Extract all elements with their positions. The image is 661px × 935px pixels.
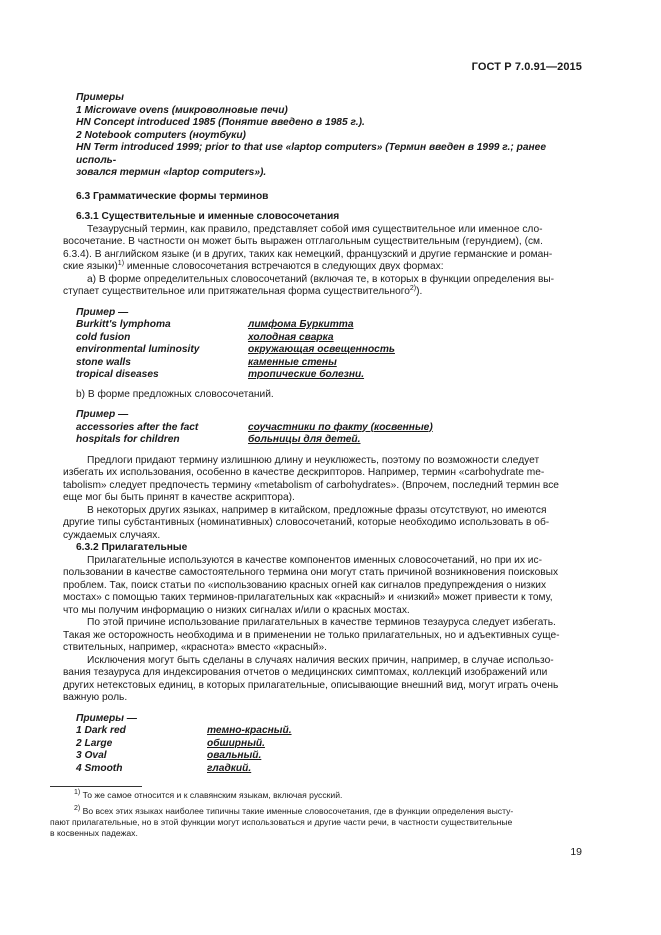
text-line: В некоторых других языках, например в китайском, предложные фразы отсутствуют, но имеются	[87, 504, 547, 516]
example-term-en: accessories after the fact	[76, 421, 199, 433]
text-line: избегать их использования, особенно в качестве дескрипторов. Например, термин «carbohydrate me-	[63, 467, 545, 478]
example-term-ru: гладкий.	[207, 762, 252, 774]
paragraph	[63, 555, 583, 705]
text-line: пользовании в качестве самостоятельного термина они могут стать причиной возникновения поисковых	[63, 567, 559, 578]
example-term-ru: темно-красный.	[207, 725, 292, 736]
footnote-2	[50, 806, 584, 839]
text-line: Исключения могут быть сделаны в случаях наличия веских причин, например, в случае использо-	[87, 654, 554, 666]
list-item-b: b) В форме предложных словосочетаний.	[76, 388, 274, 400]
example-term-ru: овальный.	[207, 750, 262, 761]
example-line: 1 Microwave ovens (микроволновые печи)	[76, 104, 288, 116]
footnote-line	[50, 806, 584, 817]
example-title: Примеры —	[76, 712, 137, 724]
footnote-mark: 1)	[74, 789, 81, 796]
text-line	[63, 286, 583, 299]
footnote-line: в косвенных падежах.	[50, 828, 138, 838]
example-term-en: tropical diseases	[76, 369, 159, 380]
example-row	[76, 763, 583, 776]
example-row	[76, 369, 583, 382]
example-row	[76, 319, 583, 332]
text-line: еще мог бы быть принят в качестве аскриптора).	[63, 492, 295, 503]
text-fragment: ступает существительное или притяжательная форма существительного	[63, 286, 410, 297]
example-term-en: environmental luminosity	[76, 344, 200, 355]
footnote-line	[50, 790, 584, 801]
text-line: восочетание. В частности он может быть выражен отглагольным существительным (герундием), (см.	[63, 236, 543, 247]
text-line: Тезаурусный термин, как правило, представляет собой имя существительное или именное сло-	[87, 223, 543, 235]
example-line: HN Term introduced 1999; prior to that use «laptop computers» (Термин введен в 1999 г.; ранее исполь-	[76, 142, 546, 166]
text-line: 6.3.4). В английском языке (и в других, таких как немецкий, французский и другие германские и роман-	[63, 248, 553, 260]
example-term-en: 3 Oval	[76, 750, 107, 761]
example-row	[76, 738, 583, 751]
page-content	[63, 92, 583, 775]
text-line: Прилагательные используются в качестве компонентов именных словосочетаний, но при их ис-	[87, 554, 542, 566]
footnote-line: пают прилагательные, но в этой функции могут использоваться и другие части речи, в частности существительные	[50, 817, 513, 827]
example-block-a	[76, 307, 583, 382]
example-term-ru: каменные стены	[248, 356, 337, 368]
examples-title: Примеры	[76, 92, 124, 103]
text-line: мостах» с помощью таких терминов-прилагательных как «красный» и «низкий» может привести к тому,	[63, 592, 553, 603]
example-term-ru: обширный.	[207, 737, 265, 749]
example-block-b	[76, 409, 583, 447]
example-row	[76, 357, 583, 370]
text-line: что мы получим информацию о низких сигналах и/или о красных мостах.	[63, 604, 410, 616]
example-term-en: 1 Dark red	[76, 725, 126, 736]
example-term-en: 4 Smooth	[76, 762, 123, 774]
example-row	[76, 332, 583, 345]
example-term-ru: больницы для детей.	[248, 434, 361, 445]
paragraph	[63, 224, 583, 299]
document-header: ГОСТ Р 7.0.91—2015	[471, 61, 582, 73]
example-row	[76, 725, 583, 738]
text-line: ствительных, например, «краснота» вместо «красный».	[63, 642, 327, 653]
footnote-ref: 2)	[409, 285, 417, 292]
examples-block-adjectives	[76, 713, 583, 776]
examples-block-1	[76, 92, 583, 180]
footnote-mark: 2)	[74, 805, 81, 812]
text-line: tabolism» следует предпочесть термину «metabolism of carbohydrates». (Впрочем, последний термин все	[63, 479, 559, 491]
text-line: вания тезауруса для индексирования отчетов о медицинских симптомах, коллекций изображений или	[63, 667, 548, 678]
example-term-en: hospitals for children	[76, 434, 180, 445]
example-line: HN Concept introduced 1985 (Понятие введено в 1985 г.).	[76, 117, 365, 128]
text-line: другие типы субстантивных (номинативных) словосочетаний, которые необходимо использовать в об-	[63, 517, 550, 528]
text-line: других нетекстовых единиц, в которых прилагательные, описывающие внешний вид, могут играть очень	[63, 679, 559, 691]
example-term-ru: тропические болезни.	[248, 369, 365, 380]
footnote-ref: 1)	[117, 260, 125, 267]
text-line: проблем. Так, поиск статьи по «использованию красных огней как сигналов предупреждения о низких	[63, 579, 547, 591]
text-line: Предлоги придают термину излишнюю длину и неуклюжесть, поэтому по возможности следует	[87, 454, 540, 466]
section-heading-6-3: 6.3 Грамматические формы терминов	[76, 190, 269, 202]
example-row	[76, 750, 583, 763]
example-term-en: stone walls	[76, 356, 131, 368]
example-term-en: Burkitt's lymphoma	[76, 319, 171, 330]
text-line: суждаемых случаях.	[63, 529, 161, 541]
footnote-1	[50, 790, 584, 801]
example-term-ru: окружающая освещенность	[248, 344, 395, 355]
footnote-text: Во всех этих языках наиболее типичны такие именные словосочетания, где в функции определения высту-	[82, 806, 514, 816]
example-term-ru: лимфома Буркитта	[248, 319, 354, 330]
example-row	[76, 344, 583, 357]
text-line: По этой причине использование прилагательных в качестве терминов тезауруса следует избегать.	[87, 617, 556, 628]
example-title: Пример —	[76, 306, 129, 318]
text-line: а) В форме определительных словосочетаний (включая те, в которых в функции определения вы-	[87, 273, 555, 285]
text-line: важную роль.	[63, 692, 128, 703]
example-term-en: cold fusion	[76, 331, 131, 343]
example-term-ru: соучастники по факту (косвенные)	[248, 421, 433, 433]
text-line: Такая же осторожность необходима и в применении не только прилагательных, но и адъективных суще-	[63, 629, 560, 641]
text-fragment: именные словосочетания встречаются в следующих двух формах:	[124, 261, 444, 272]
example-term-en: 2 Large	[76, 737, 113, 749]
footnote-divider	[50, 786, 142, 787]
example-row	[76, 422, 583, 435]
section-heading-6-3-2: 6.3.2 Прилагательные	[76, 542, 188, 553]
text-fragment: ).	[416, 286, 423, 297]
example-line: зовался термин «laptop computers»).	[76, 167, 267, 178]
text-fragment: ские языки)	[63, 261, 118, 272]
example-title: Пример —	[76, 409, 129, 420]
section-heading-6-3-1: 6.3.1 Существительные и именные словосочетания	[76, 211, 340, 222]
paragraph	[63, 455, 583, 543]
footnote-text: То же самое относится и к славянским языкам, включая русский.	[82, 790, 343, 800]
text-line	[63, 261, 583, 274]
example-row	[76, 434, 583, 447]
page-number: 19	[570, 846, 582, 858]
example-term-ru: холодная сварка	[248, 331, 334, 343]
example-line: 2 Notebook computers (ноутбуки)	[76, 129, 246, 141]
